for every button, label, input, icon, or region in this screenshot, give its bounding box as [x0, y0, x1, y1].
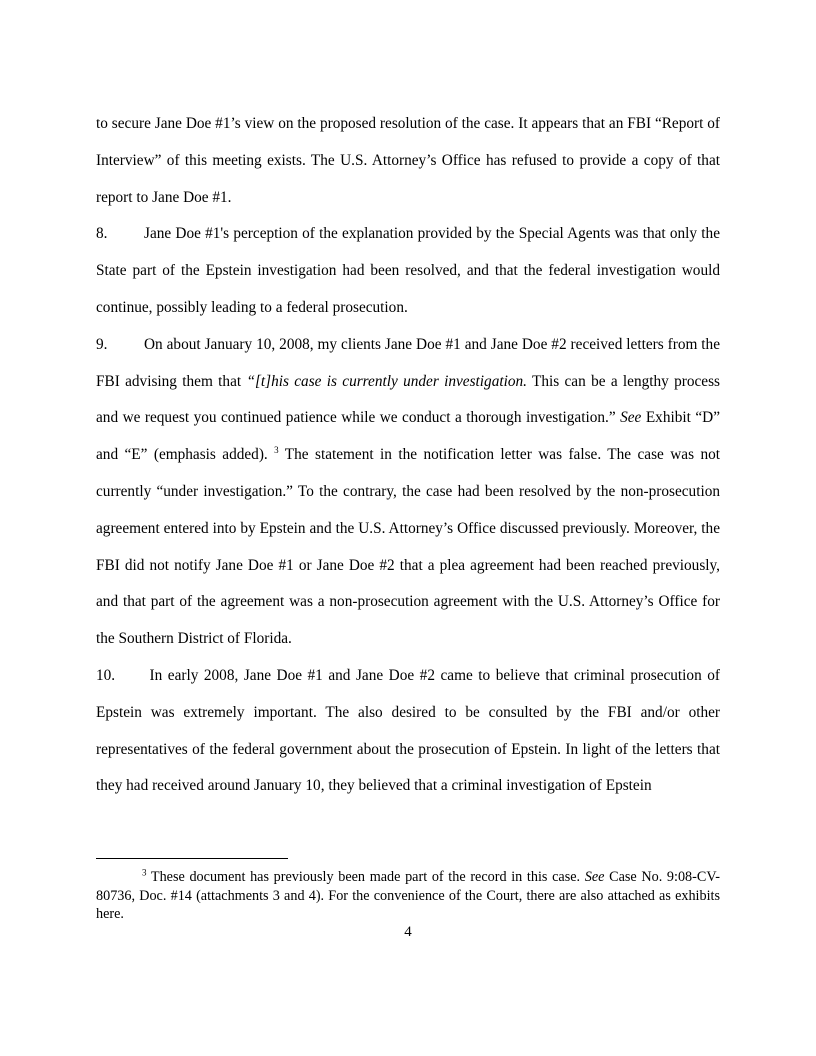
text-run: In early 2008, Jane Doe #1 and Jane Doe #2 came to believe that criminal prosecution of Epstein was extremely important. The also desired to be consulted by the FBI and/or other representatives of the federal government about the prosecution of Epstein. In light of the letters that they had received around January 10, they believed that a criminal investigation of Epstein	[96, 666, 720, 795]
footnote-separator	[96, 858, 288, 859]
text-run: Case No. 9:08-CV-80736, Doc. #14 (attachments 3 and 4). For the convenience of the Court, there are also attached as exhibits here.	[96, 869, 720, 922]
text-run: Exhibit “D” and “E” (emphasis added).	[96, 409, 720, 464]
text-run: Jane Doe #1's perception of the explanation provided by the Special Agents was that only the State part of the Epstein investigation had been resolved, and that the federal investigation would continue, possibly leading to a federal prosecution.	[96, 225, 720, 316]
footnote-reference: 3	[274, 445, 279, 456]
paragraph-10	[96, 658, 720, 805]
footnote-3	[96, 868, 720, 924]
text-run: This can be a lengthy process and we request you continued patience while we conduct a thorough investigation.”	[96, 372, 721, 427]
paragraph-number: 10.	[96, 666, 116, 684]
italic-text: See	[584, 869, 605, 885]
text-run: These document has previously been made part of the record in this case.	[146, 869, 585, 885]
paragraph-number: 9.	[96, 335, 108, 353]
paragraph-8	[96, 216, 720, 326]
italic-text: See	[620, 409, 642, 427]
footnote-marker: 3	[142, 867, 147, 878]
italic-text: “[t]his case is currently under investigation.	[246, 372, 527, 390]
paragraph-continuation	[96, 106, 720, 216]
text-run: On about January 10, 2008, my clients Jane Doe #1 and Jane Doe #2 received letters from the FBI advising them that	[96, 335, 720, 390]
text-run: to secure Jane Doe #1’s view on the proposed resolution of the case. It appears that an FBI “Report of Interview” of this meeting exists. The U.S. Attorney’s Office has refused to provide a copy of that report to Jane Doe #1.	[96, 115, 720, 206]
paragraph-9	[96, 327, 720, 658]
page-number: 4	[404, 924, 412, 940]
text-run: The statement in the notification letter was false. The case was not currently “under investigation.” To the contrary, the case had been resolved by the non-prosecution agreement entered into by Epstein and the U.S. Attorney’s Office discussed previously. Moreover, the FBI did not notify Jane Doe #1 or Jane Doe #2 that a plea agreement had been reached previously, and that part of the agreement was a non-prosecution agreement with the U.S. Attorney’s Office for the Southern District of Florida.	[96, 446, 720, 648]
footnote-text	[96, 869, 720, 922]
paragraph-number: 8.	[96, 225, 108, 243]
body-text	[96, 106, 720, 805]
